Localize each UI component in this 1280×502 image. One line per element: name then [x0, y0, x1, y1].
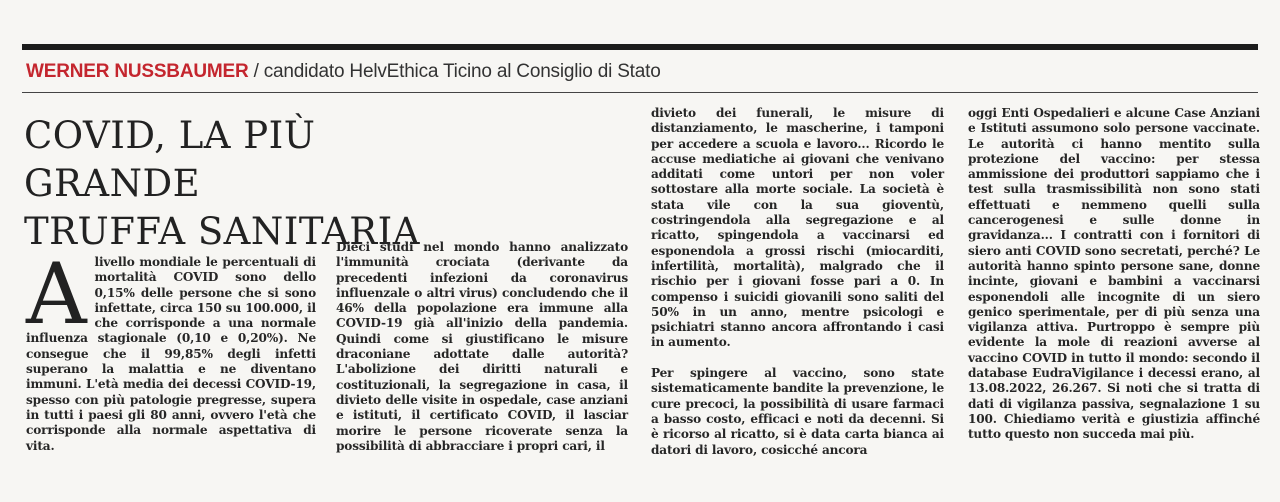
column-3-paragraph-1: divieto dei funerali, le misure di distanziamento, le mascherine, i tamponi per accedere a scuola e lavoro... Ricordo le accuse mediatiche ai giovani che venivano additati come untori per non voler sottostare alla morte sociale. La società è stata vile con la sua gioventù, costringendola alla segregazione e al ricatto, spingendola a vaccinarsi ed esponendola a grossi rischi (miocarditi, infertilità, mortalità), malgrado che il rischio per i giovani fosse pari a 0. In compenso i suicidi giovanili sono saliti del 50% in un anno, mentre psicologi e psichiatri stanno ancora affrontando i casi in aumento.: [651, 106, 944, 350]
headline: [24, 112, 444, 256]
byline-rule: [22, 92, 1258, 93]
headline-line-1: COVID, LA PIÙ GRANDE: [24, 114, 316, 205]
article-column-2: [336, 240, 628, 454]
drop-cap: A: [26, 245, 87, 343]
top-rule: [22, 44, 1258, 50]
article-column-3: [651, 106, 944, 458]
article-column-1: [26, 245, 316, 454]
article-column-4: [968, 106, 1260, 443]
byline: [26, 61, 661, 83]
column-2-text: Dieci studi nel mondo hanno analizzato l'immunità crociata (derivante da precedenti infezioni da coronavirus influenzale o altri virus) concludendo che il 46% della popolazione era immune alla COVID-19 già all'inizio della pandemia. Quindi come si giustificano le misure draconiane adottate dalle autorità? L'abolizione dei diritti naturali e costituzionali, la segregazione in casa, il divieto delle visite in ospedale, case anziani e istituti, il certificato COVID, il lasciar morire le persone ricoverate senza la possibilità di abbracciare i propri cari, il: [336, 240, 628, 453]
author-name: WERNER NUSSBAUMER: [26, 61, 249, 82]
author-role: / candidato HelvEthica Ticino al Consiglio di Stato: [253, 61, 661, 82]
column-1-text: livello mondiale le percentuali di mortalità COVID sono dello 0,15% delle persone che si sono infettate, circa 150 su 100.000, il che corrisponde a una normale influenza stagionale (0,10 e 0,20%). Ne consegue che il 99,85% degli infetti superano la malattia e ne diventano immuni. L'età media dei decessi COVID-19, spesso con più patologie pregresse, supera in tutti i paesi gli 80 anni, ovvero l'età che corrisponde alla normale aspettativa di vita.: [26, 255, 316, 453]
column-3-paragraph-2: Per spingere al vaccino, sono state sistematicamente bandite la prevenzione, le cure precoci, la possibilità di usare farmaci a basso costo, efficaci e noti da decenni. Si è ricorso al ricatto, si è data carta bianca ai datori di lavoro, cosicché ancora: [651, 366, 944, 457]
headline-line-2: TRUFFA SANITARIA: [24, 210, 420, 253]
column-4-text: oggi Enti Ospedalieri e alcune Case Anziani e Istituti assumono solo persone vaccinate. Le autorità ci hanno mentito sulla protezione del vaccino: per stessa ammissione dei produttori sappiamo che i test sulla trasmissibilità non sono stati effettuati e nemmeno quelli sulla cancerogenesi e sulle donne in gravidanza... I contratti con i fornitori di siero anti COVID sono secretati, perché? Le autorità hanno spinto persone sane, donne incinte, giovani e bambini a vaccinarsi esponendoli alle incognite di un siero genico sperimentale, per di più senza una vigilanza attiva. Purtroppo è sempre più evidente la mole di reazioni avverse al vaccino COVID in tutto il mondo: secondo il database EudraVigilance i decessi erano, al 13.08.2022, 26.267. Si noti che si tratta di dati di vigilanza passiva, segnalazione 1 su 100. Chiediamo verità e giustizia affinché tutto questo non succeda mai più.: [968, 106, 1260, 442]
